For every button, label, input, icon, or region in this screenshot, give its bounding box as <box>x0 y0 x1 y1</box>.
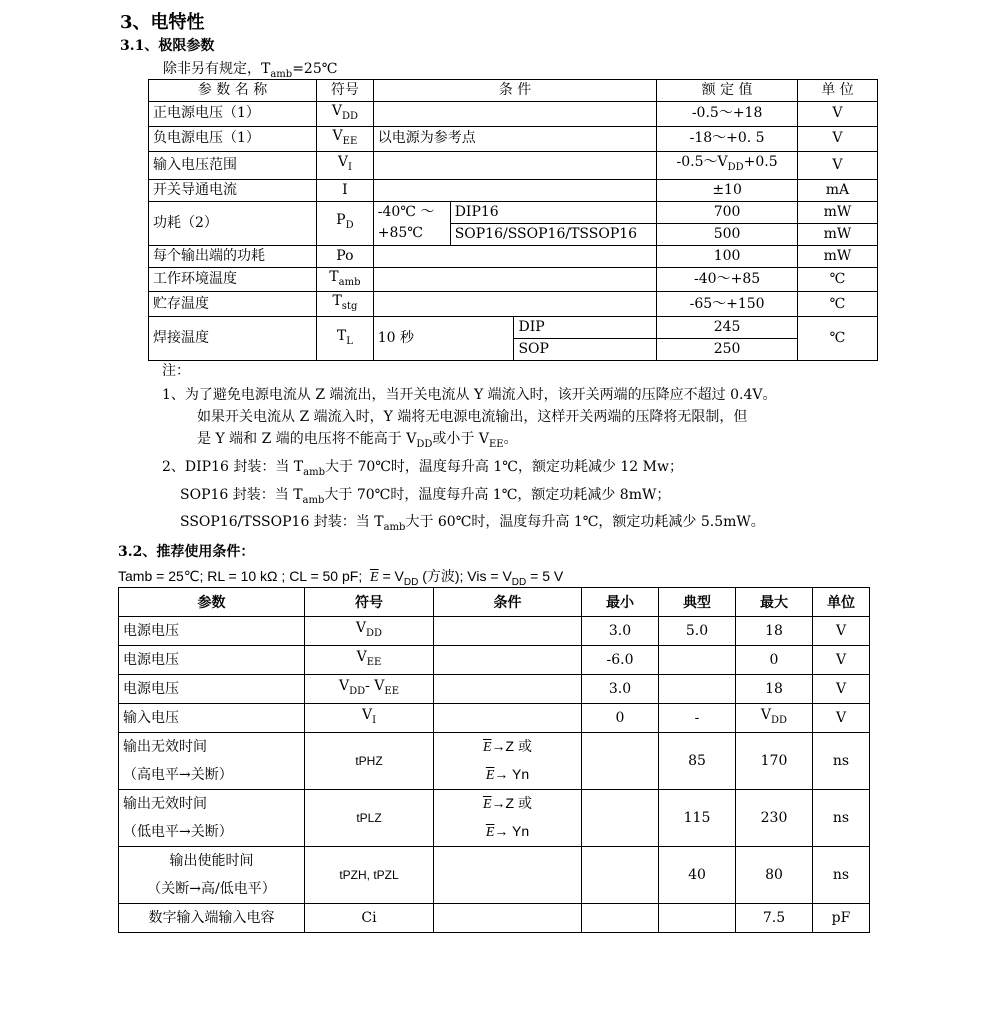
table-row: 输入电压范围 $V_I$ $-0.5\sim V_{DD}+0.5$ V <box>149 151 878 179</box>
table-row: 电源电压 $V_{DD}-$ $V_{EE}$ 3.0 18 V <box>119 675 870 704</box>
limits-condition: 除非另有规定，$T_{amb}=25℃$ <box>163 61 338 80</box>
table-header-row <box>149 80 878 102</box>
limits-table <box>148 79 878 361</box>
subsection-title-limits: 3.1、极限参数 <box>120 38 215 54</box>
table-row: 电源电压 $V_{DD}$ 3.0 5.0 18 V <box>119 617 870 646</box>
table-row: 电源电压 $V_{EE}$ -6.0 0 V <box>119 646 870 675</box>
header-param: 参 数 名 称 <box>149 80 317 102</box>
subsection-title-recommended: 3.2、推荐使用条件： <box>118 544 255 560</box>
table-header-row: 参数 符号 条件 最小 典型 最大 单位 <box>119 588 870 617</box>
table-row: +85℃ SOP16/SSOP16/TSSOP16 500 mW <box>149 223 878 245</box>
table-row: 输出使能时间 （关断→高/低电平） tPZH, tPZL 40 80 ns <box>119 847 870 904</box>
recommended-condition: Tamb = 25℃; RL = 10 kΩ ; CL = 50 pF; $\overline{E} = V_{DD}$ (方波); Vis = $V_{DD} = 5$ V <box>118 568 564 588</box>
table-row: 负电源电压（1） $V_{EE}$ 以电源为参考点 -18～+0. 5 V <box>149 126 878 151</box>
table-row: 每个输出端的功耗 Po 100 mW <box>149 245 878 267</box>
table-row: 输出无效时间 （高电平→关断） tPHZ $\overline{E}\to Z$ 或 $\overline{E}\to Yn$ 85 170 ns <box>119 733 870 790</box>
notes-label: 注： <box>162 363 190 379</box>
header-condition: 条 件 <box>373 80 656 102</box>
table-row: 数字输入端输入电容 Ci 7.5 pF <box>119 904 870 933</box>
recommended-table <box>118 587 870 933</box>
header-rating: 额 定 值 <box>657 80 798 102</box>
table-row: 输出无效时间 （低电平→关断） tPLZ $\overline{E}\to Z$ 或 $\overline{E}\to Yn$ 115 230 ns <box>119 790 870 847</box>
table-row: 贮存温度 $T_{stg}$ -65～+150 ℃ <box>149 292 878 317</box>
notes: 注： 1、为了避免电源电流从 Z 端流出，当开关电流从 Y 端流入时，该开关两端的压降应不超过 0.4V。 如果开关电流从 Z 端流入时，Y 端将无电源电流输出，这样开关两端的压降将无限制，但 是 Y 端和 Z 端的电压将不能高于 $V_{DD}$或小于 $V_{EE}$。 2、DIP16 封装：当 $T_{amb}$大于 70℃时，温度每升高 1℃，额定功耗减少 12 Mw； SOP16 封装：当 $T_{amb}$大于 70℃时，温度每升高 1℃，额定功耗减少 8mW； SSOP16/TSSOP16 封装：当 $T_{amb}$大于 60℃时，温度每升高 1℃，额定功耗减少 5.5mW。 <box>162 360 777 539</box>
table-row: 工作环境温度 $T_{amb}$ -40～+85 ℃ <box>149 267 878 292</box>
table-row: 焊接温度 $T_L$ 10 秒 DIP 245 ℃ <box>149 317 878 339</box>
section-title: 3、电特性 <box>120 12 205 33</box>
table-row: SOP 250 <box>149 339 878 361</box>
table-row: 输入电压 $V_I$ 0 - $V_{DD}$ V <box>119 704 870 733</box>
table-row: 功耗（2） $P_D$ -40℃ ～ DIP16 700 mW <box>149 201 878 223</box>
table-row: 开关导通电流 I ±10 mA <box>149 179 878 201</box>
table-row: 正电源电压（1） $V_{DD}$ -0.5～+18 V <box>149 102 878 127</box>
header-symbol: 符号 <box>317 80 374 102</box>
header-unit: 单 位 <box>797 80 877 102</box>
